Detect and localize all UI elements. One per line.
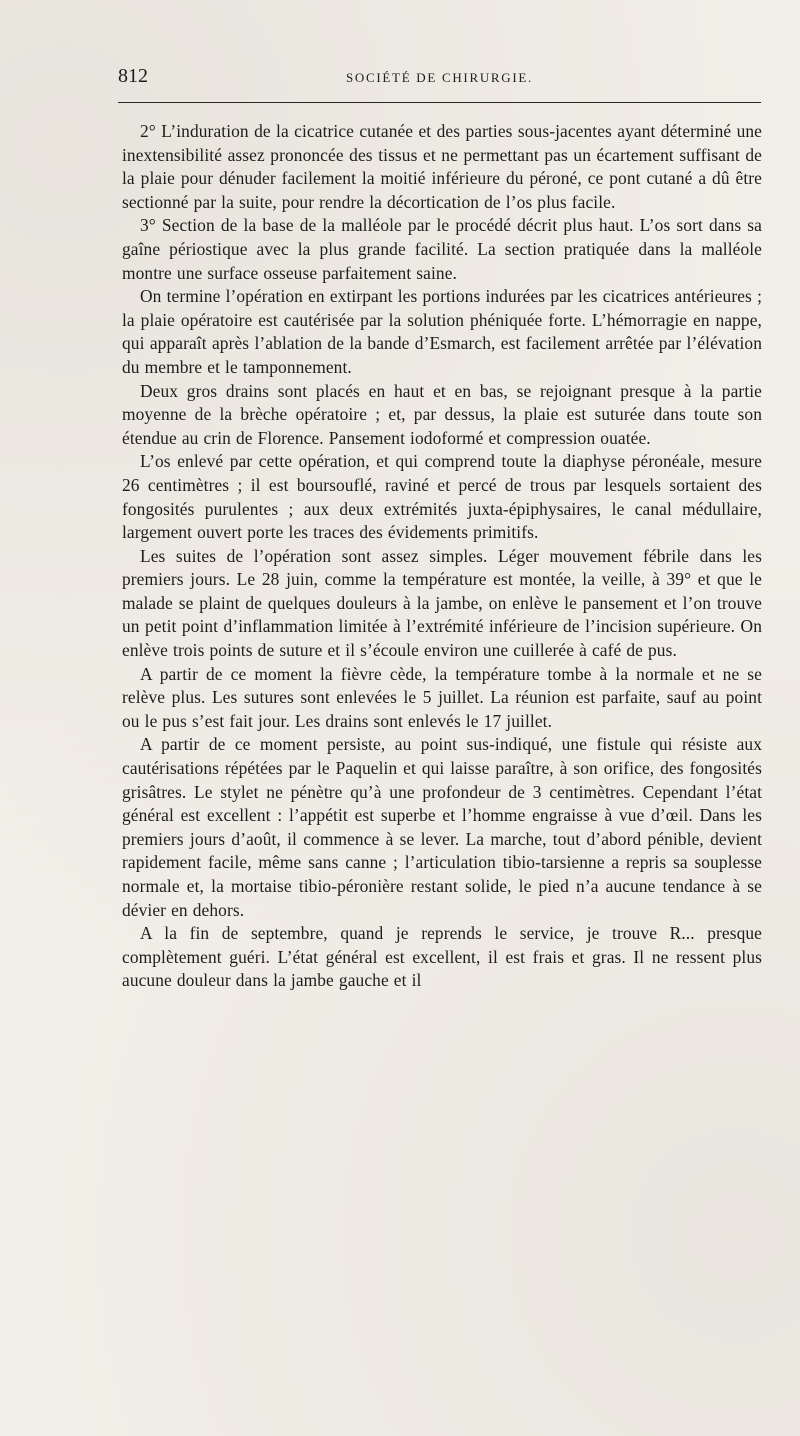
paragraph-operation: On termine l’opération en extirpant les portions indurées par les cicatrices antérieures ; la plaie opératoire est cautérisée par la solution phéniquée forte. L’hémorragie en nappe, qui apparaît après l’ablation de la bande d’Esmarch, est facilement arrêtée par l’élévation du membre et le tamponnement. — [122, 286, 762, 377]
paragraph-drains: Deux gros drains sont placés en haut et en bas, se rejoignant presque à la partie moyenne de la brèche opératoire ; et, par dessus, la plaie est suturée dans toute son étendue au crin de Florence. Pansement iodoformé et compression ouatée. — [122, 380, 762, 448]
paragraph-induration: 2° L’induration de la cicatrice cutanée et des parties sous-jacentes ayant déterminé une inextensibilité assez prononcée des tissus et ne permettant pas un écartement suffisant de la plaie pour dénuder facilement la moitié inférieure du péroné, ce pont cutané a dû être sectionné par la suite, pour rendre la décortication de l’os plus facile. — [122, 121, 762, 212]
paragraph-september: A la fin de septembre, quand je reprends le service, je trouve R... presque complètement guéri. L’état général est excellent, il est frais et gras. Il ne ressent plus aucune douleur dans la jambe gauche et il — [122, 923, 762, 991]
paragraph-fistula: A partir de ce moment persiste, au point sus-indiqué, une fistule qui résiste aux cautérisations répétées par le Paquelin et qui laisse paraître, à son orifice, des fongosités grisâtres. Le stylet ne pénètre qu’à une profondeur de 3 centimètres. Cependant l’état général est excellent : l’appétit est superbe et l’homme engraisse à vue d’œil. Dans les premiers jours d’août, il commence à se lever. La marche, tout d’abord pénible, devient rapidement facile, même sans canne ; l’articulation tibio-tarsienne a repris sa souplesse normale et, la mortaise tibio-péronière restant solide, le pied n’a aucune tendance à se dévier en dehors. — [122, 734, 762, 920]
article-body — [122, 120, 762, 1410]
paragraph-section-malleole: 3° Section de la base de la malléole par le procédé décrit plus haut. L’os sort dans sa gaîne périostique avec la plus grande facilité. La section pratiquée dans la malléole montre une surface osseuse parfaitement saine. — [122, 215, 762, 283]
page-number: 812 — [118, 65, 148, 87]
running-header — [118, 58, 761, 98]
journal-title: SOCIÉTÉ DE CHIRURGIE. — [346, 70, 533, 85]
paragraph-fever: A partir de ce moment la fièvre cède, la température tombe à la normale et ne se relève plus. Les sutures sont enlevées le 5 juillet. La réunion est parfaite, sauf au point ou le pus s’est fait jour. Les drains sont enlevés le 17 juillet. — [122, 663, 762, 731]
paragraph-bone-description: L’os enlevé par cette opération, et qui comprend toute la diaphyse péronéale, mesure 26 centimètres ; il est boursouflé, raviné et percé de trous par lesquels sortaient des fongosités purulentes ; aux deux extrémités juxta-épiphysaires, le canal médullaire, largement ouvert porte les traces des évidements primitifs. — [122, 451, 762, 543]
paragraph-postoperative-course: Les suites de l’opération sont assez simples. Léger mouvement fébrile dans les premiers jours. Le 28 juin, comme la température est montée, la veille, à 39° et que le malade se plaint de quelques douleurs à la jambe, on enlève le pansement et l’on trouve un petit point d’inflammation limitée à l’extrémité inférieure de l’incision supérieure. On enlève trois points de suture et il s’écoule environ une cuillerée à café de pus. — [122, 545, 762, 661]
header-rule — [118, 102, 761, 103]
